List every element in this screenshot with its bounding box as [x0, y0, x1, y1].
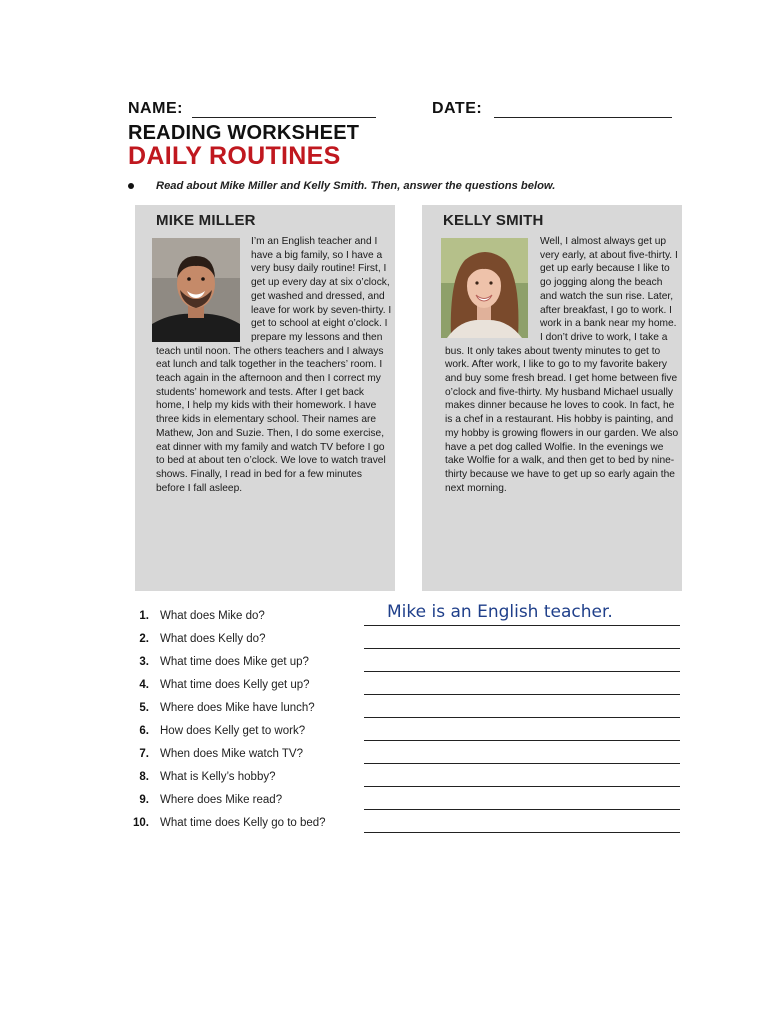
- name-label: NAME:: [128, 100, 183, 117]
- question-row: [128, 745, 688, 767]
- name-field[interactable]: [192, 117, 376, 118]
- question-text: What is Kelly’s hobby?: [160, 771, 276, 783]
- story-body: Well, I almost always get up very early, at about five-thirty. I get up early because I like to go jogging along the beach and watch the sun rise. Later, after breakfast, I go to work. I work in a bank near my home. I don’t drive to work, I take a bus. It only takes about twenty minutes to get to work. After work, I like to go to my favorite bakery and buy some fresh bread. I get home between five o’clock and five-thirty. My husband Michael usually makes dinner because he loves to cook. In fact, he is a chef in a restaurant. His hobby is painting, and my hobby is growing flowers in our garden. We also have a pet dog called Wolfie. In the evenings we take Wolfie for a walk, and then get to bed by nine-thirty because we have to get up so early again the next morning.: [445, 236, 679, 494]
- handwritten-answer: Mike is an English teacher.: [387, 602, 613, 622]
- story-body: I’m an English teacher and I have a big family, so I have a very busy daily routine! First, I get up every day at six o’clock, get washed and dressed, and leave for work by seven-thirty. I get to school at eight o’clock. I prepare my lessons and then teach until noon. The others teachers and I always eat lunch and talk together in the teachers’ room. I teach again in the afternoon and then I correct my students’ homework and tests. After I get back home, I help my kids with their homework. I have three kids in elementary school. Their names are Mathew, Jon and Suzie. Then, I do some exercise, eat dinner with my family and watch TV before I go to bed at about ten o’clock. We love to watch travel shows. Finally, I read in bed for a few minutes before I fall asleep.: [156, 236, 392, 494]
- question-number: 5.: [139, 702, 149, 714]
- bullet-icon: [128, 183, 134, 189]
- answer-line[interactable]: [364, 625, 680, 626]
- kelly-smith-panel: [422, 205, 682, 591]
- worksheet-title: READING WORKSHEET: [128, 122, 360, 144]
- answer-line[interactable]: [364, 717, 680, 718]
- answer-line[interactable]: [364, 671, 680, 672]
- question-row: [128, 768, 688, 790]
- question-text: Where does Mike have lunch?: [160, 702, 315, 714]
- answer-line[interactable]: [364, 832, 680, 833]
- question-row: [128, 722, 688, 744]
- question-number: 6.: [139, 725, 149, 737]
- question-text: What does Mike do?: [160, 610, 265, 622]
- answer-line[interactable]: [364, 763, 680, 764]
- date-field[interactable]: [494, 117, 672, 118]
- question-row: [128, 602, 688, 629]
- mike-story-text: [156, 235, 392, 495]
- answer-line[interactable]: [364, 809, 680, 810]
- question-row: [128, 699, 688, 721]
- name-date-header: [128, 100, 688, 122]
- question-number: 10.: [133, 817, 149, 829]
- question-row: [128, 814, 688, 836]
- question-row: [128, 791, 688, 813]
- question-number: 8.: [139, 771, 149, 783]
- mike-miller-panel: [135, 205, 395, 591]
- question-number: 1.: [139, 610, 149, 622]
- kelly-story-text: [445, 235, 681, 495]
- question-number: 7.: [139, 748, 149, 760]
- answer-line[interactable]: [364, 648, 680, 649]
- question-row: [128, 653, 688, 675]
- question-text: What time does Mike get up?: [160, 656, 309, 668]
- question-text: When does Mike watch TV?: [160, 748, 303, 760]
- question-number: 4.: [139, 679, 149, 691]
- date-label: DATE:: [432, 100, 483, 117]
- question-text: How does Kelly get to work?: [160, 725, 306, 737]
- question-row: [128, 630, 688, 652]
- question-text: What does Kelly do?: [160, 633, 266, 645]
- question-row: [128, 676, 688, 698]
- answer-line[interactable]: [364, 740, 680, 741]
- question-text: What time does Kelly get up?: [160, 679, 310, 691]
- question-number: 2.: [139, 633, 149, 645]
- person-name: KELLY SMITH: [443, 212, 544, 229]
- instructions: Read about Mike Miller and Kelly Smith. Then, answer the questions below.: [156, 180, 556, 192]
- answer-line[interactable]: [364, 786, 680, 787]
- question-text: What time does Kelly go to bed?: [160, 817, 326, 829]
- person-name: MIKE MILLER: [156, 212, 256, 229]
- question-number: 9.: [139, 794, 149, 806]
- question-text: Where does Mike read?: [160, 794, 283, 806]
- question-number: 3.: [139, 656, 149, 668]
- worksheet-subtitle: DAILY ROUTINES: [128, 142, 341, 170]
- answer-line[interactable]: [364, 694, 680, 695]
